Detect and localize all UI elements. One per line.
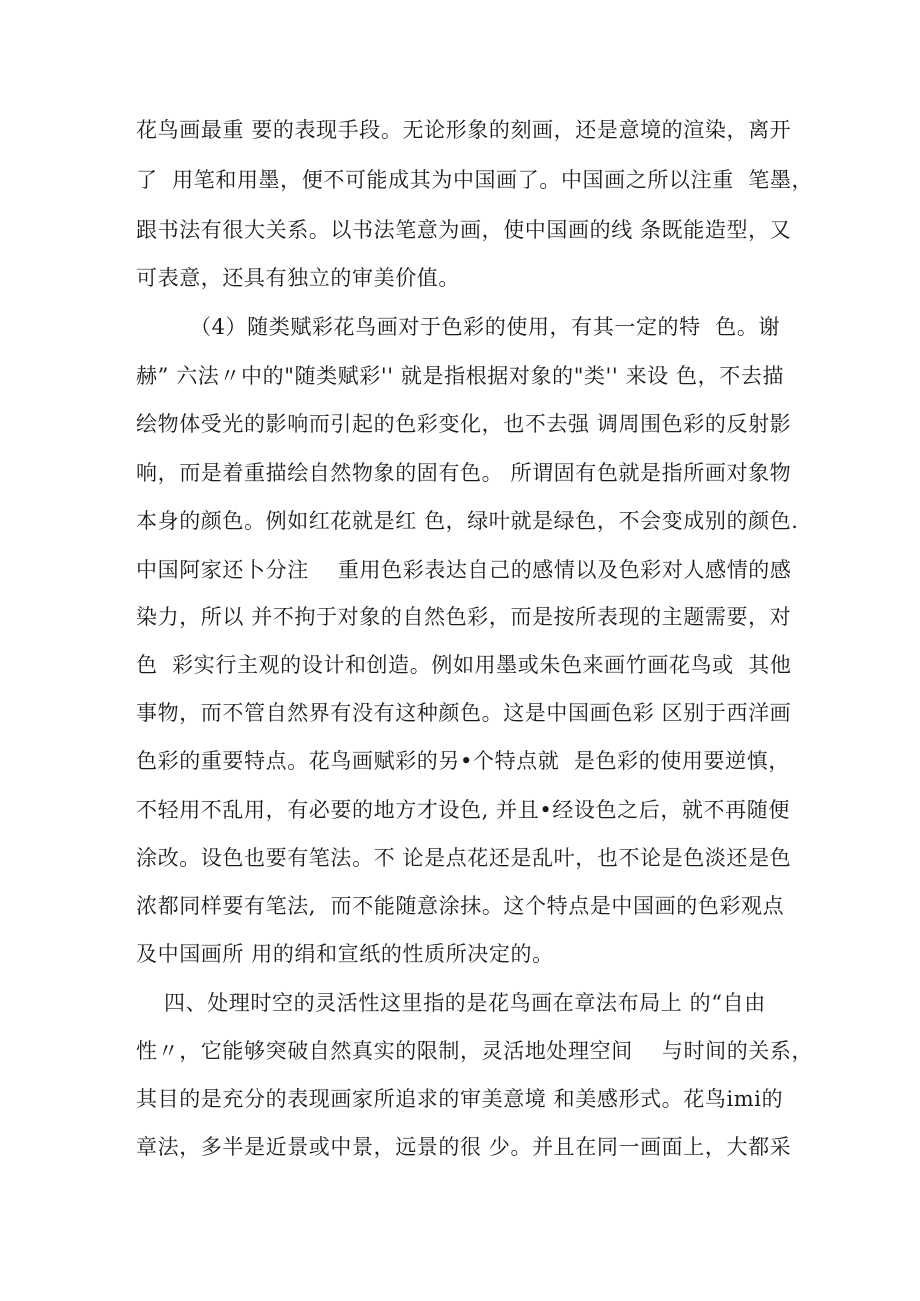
text-line: 染力，所以 并不拘于对象的自然色彩，而是按所表现的主题需要，对 bbox=[136, 605, 792, 629]
text-line: 花鸟画最重 要的表现手段。无论形象的刻画，还是意境的渲染，离开 bbox=[136, 118, 792, 142]
text-line: 涂改。设色也要有笔法。不 论是点花还是乱叶，也不论是色淡还是色 bbox=[136, 846, 792, 870]
text-line: （4）随类赋彩花鸟画对于色彩的使用，有其一定的特 色。谢 bbox=[190, 315, 781, 339]
text-line: 章法，多半是近景或中景，远景的很 少。并且在同一画面上，大都采 bbox=[136, 1135, 792, 1159]
text-line: 赫” 六法〃中的"随类赋彩'' 就是指根据对象的"类'' 来设 色，不去描 bbox=[136, 364, 785, 388]
text-line: 本身的颜色。例如红花就是红 色，绿叶就是绿色，不会变成别的颜色. bbox=[136, 509, 799, 533]
text-line: 性〃，它能够突破自然真实的限制，灵活地处理空间 与时间的关系， bbox=[136, 1039, 814, 1063]
text-line: 其目的是充分的表现画家所追求的审美意境 和美感形式。花鸟imi的 bbox=[136, 1087, 784, 1111]
text-line: 了 用笔和用墨，便不可能成其为中国画了。中国画之所以注重 笔墨， bbox=[136, 168, 814, 192]
text-line: 事物，而不管自然界有没有这种颜色。这是中国画色彩 区别于西洋画 bbox=[136, 701, 792, 725]
text-line: 绘物体受光的影响而引起的色彩变化，也不去强 调周围色彩的反射影 bbox=[136, 412, 792, 436]
text-line: 及中国画所 用的绢和宣纸的性质所决定的。 bbox=[136, 942, 554, 966]
text-line: 跟书法有很大关系。以书法笔意为画，使中国画的线 条既能造型，又 bbox=[136, 218, 792, 242]
text-line: 不轻用不乱用，有必要的地方才设色, 并且•经设色之后，就不再随便 bbox=[136, 798, 790, 822]
text-line: 四、处理时空的灵活性这里指的是花鸟画在章法布局上 的“自由 bbox=[164, 991, 766, 1015]
text-line: 响，而是着重描绘自然物象的固有色。 所谓固有色就是指所画对象物 bbox=[136, 461, 792, 485]
text-line: 可表意，还具有独立的审美价值。 bbox=[136, 266, 460, 290]
text-line: 色 彩实行主观的设计和创造。例如用墨或朱色来画竹画花鸟或 其他 bbox=[136, 653, 792, 677]
text-line: 色彩的重要特点。花鸟画赋彩的另•个特点就 是色彩的使用要逆慎， bbox=[136, 749, 790, 773]
text-line: 中国阿家还卜分注 重用色彩表达自己的感情以及色彩对人感情的感 bbox=[136, 558, 792, 582]
text-line: 浓都同样要有笔法, 而不能随意涂抹。这个特点是中国画的色彩观点 bbox=[136, 894, 785, 918]
